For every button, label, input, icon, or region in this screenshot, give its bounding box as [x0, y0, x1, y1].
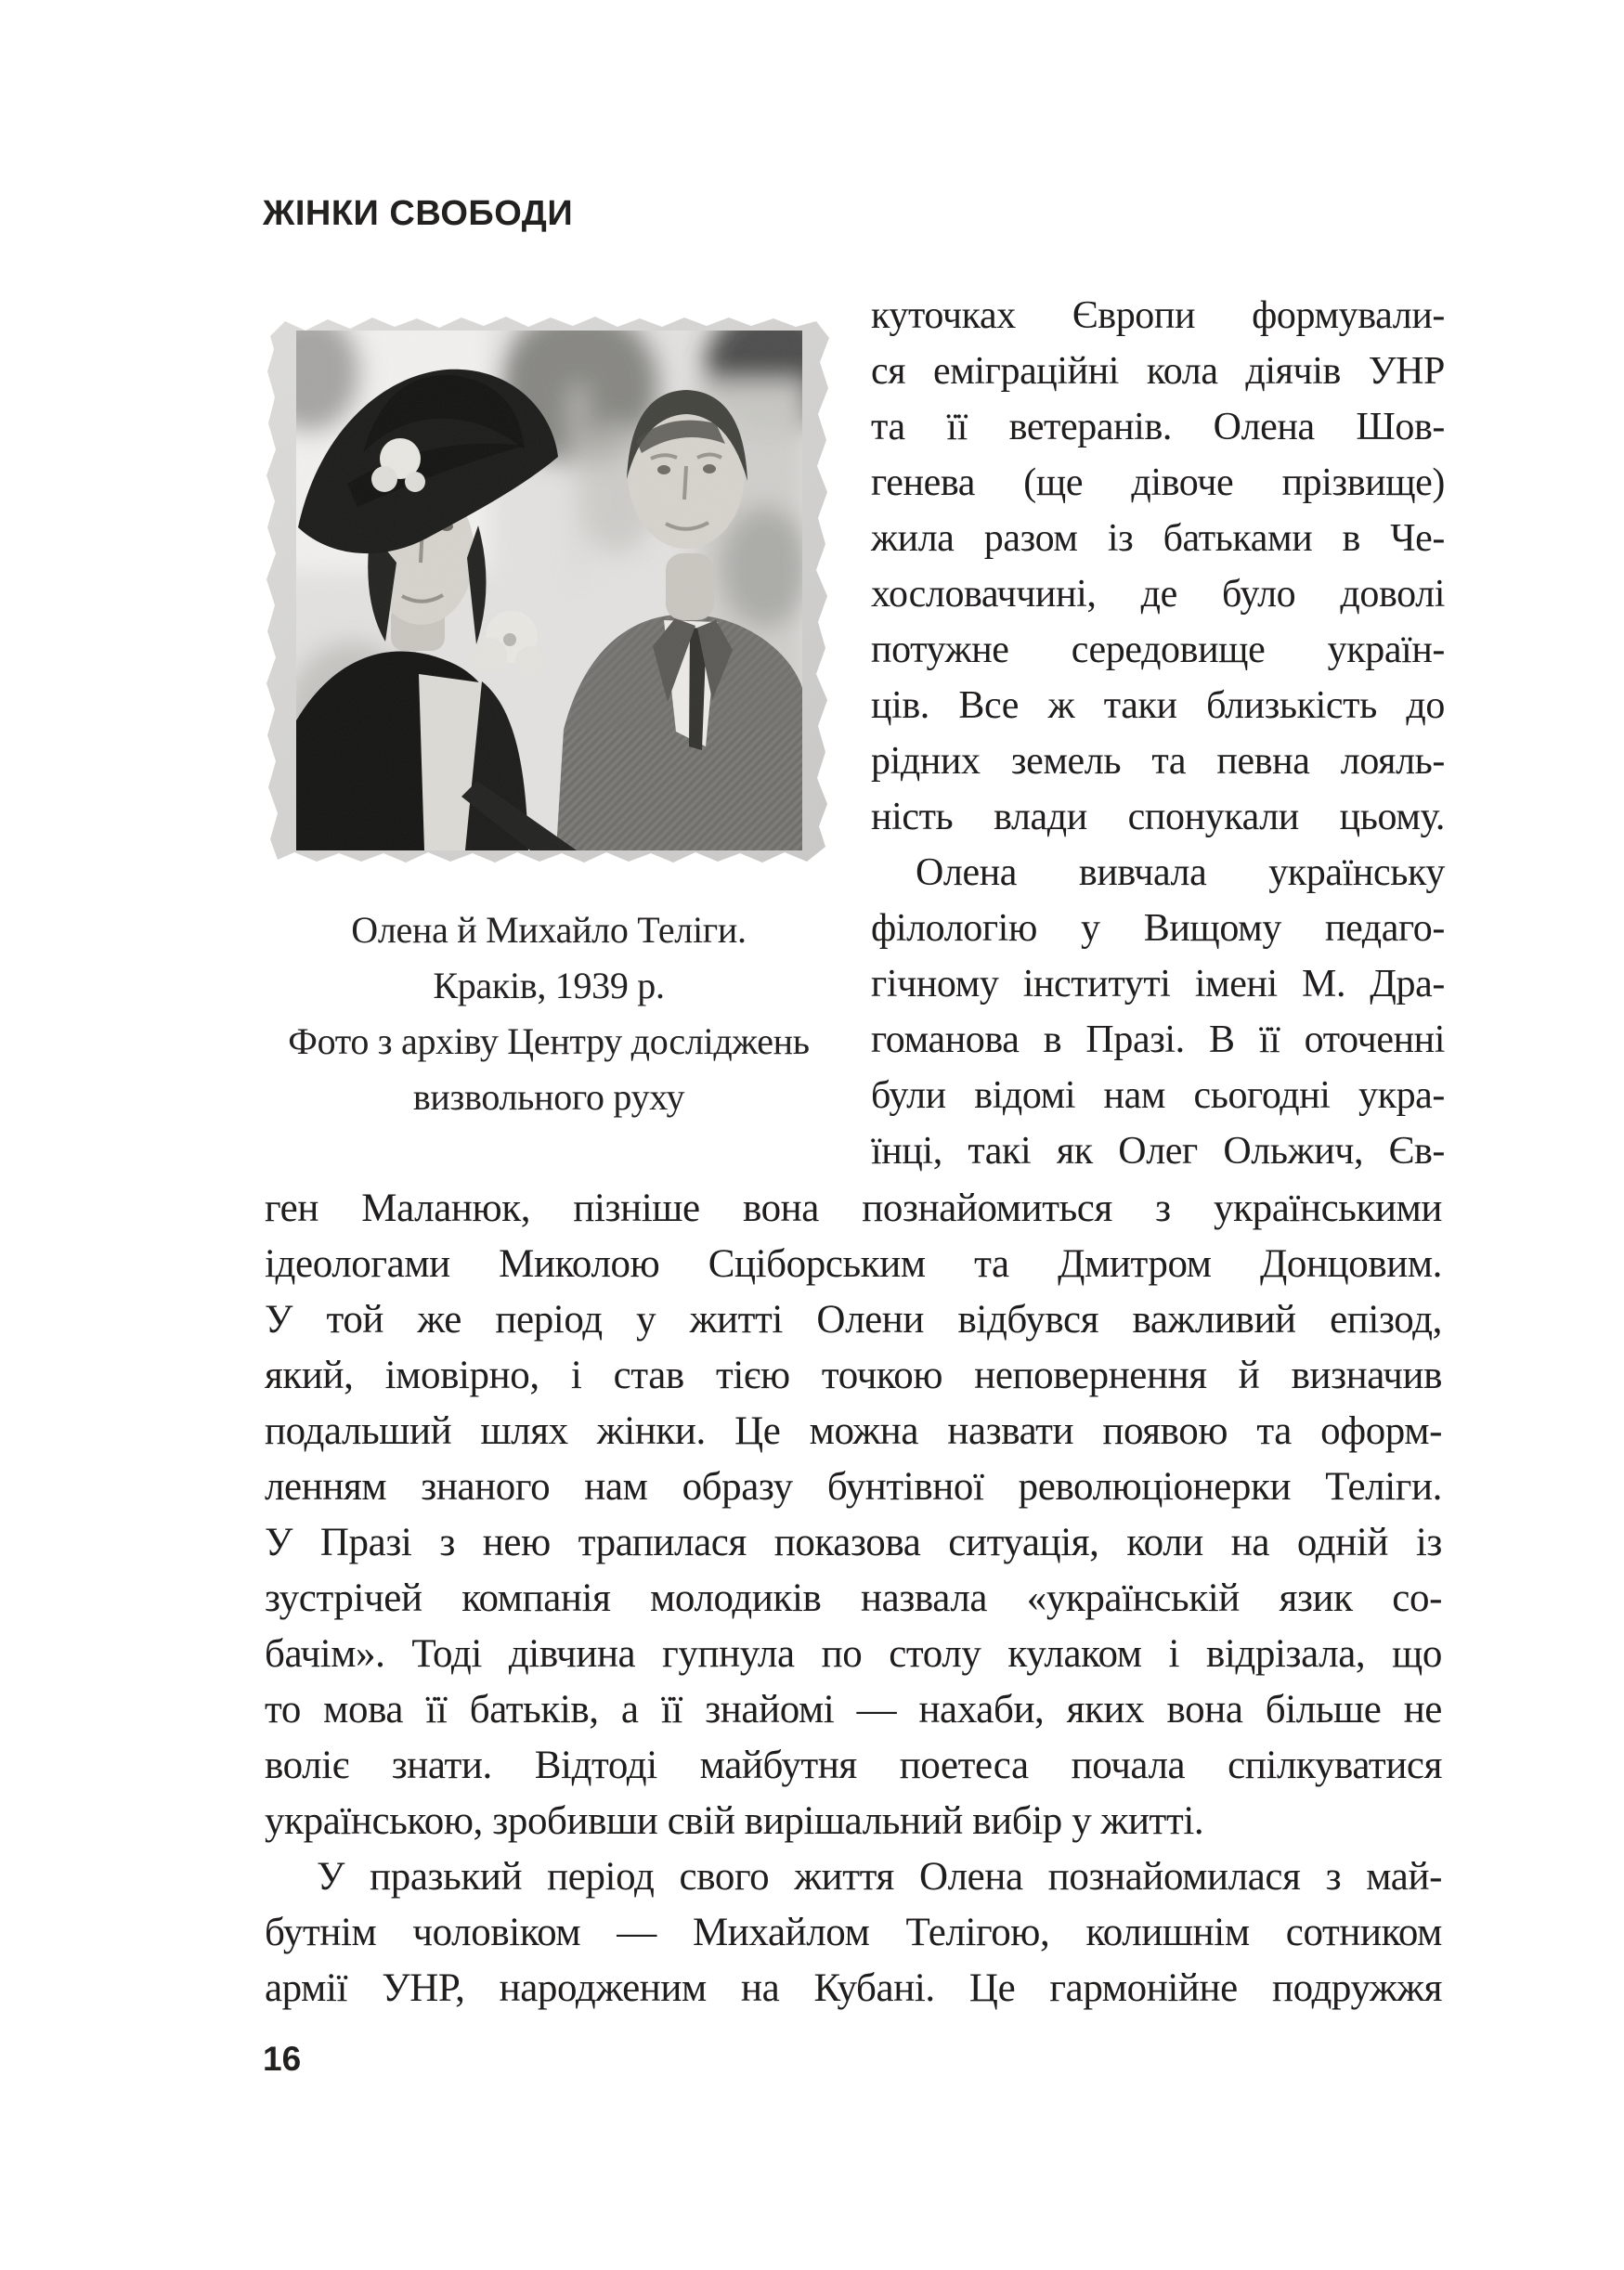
- text-line: ген Маланюк, пізніше вона познайомиться з українськими: [265, 1187, 1442, 1230]
- film-grain-overlay: [296, 331, 802, 850]
- text-line: були відомі нам сьогодні укра-: [871, 1074, 1445, 1117]
- vintage-photo-graphic: [263, 295, 835, 882]
- text-line: їнці, такі як Олег Ольжич, Єв-: [871, 1130, 1445, 1173]
- text-line: армії УНР, народженим на Кубані. Це гармонійне подружжя: [265, 1966, 1442, 2010]
- caption-line: Краків, 1939 р.: [433, 965, 665, 1006]
- text-line: бутнім чоловіком — Михайлом Телігою, колишнім сотником: [265, 1911, 1442, 1954]
- text-line: ність влади спонукали цьому.: [871, 796, 1445, 838]
- text-line: то мова її батьків, а її знайомі — нахаби, яких вона більше не: [265, 1688, 1442, 1732]
- text-line: який, імовірно, і став тією точкою неповернення й визначив: [265, 1354, 1442, 1397]
- text-line: ідеологами Миколою Сціборським та Дмитром Донцовим.: [265, 1242, 1442, 1286]
- caption-line: визвольного руху: [412, 1076, 685, 1118]
- text-line: хословаччині, де було доволі: [871, 573, 1445, 616]
- body-text: [265, 1181, 1442, 2017]
- text-line: ців. Все ж таки близькість до: [871, 684, 1445, 727]
- text-line: У празький період свого життя Олена познайомилася з май-: [317, 1855, 1442, 1899]
- photo-scene: [263, 303, 835, 855]
- text-line: У той же період у житті Олени відбувся важливий епізод,: [265, 1298, 1442, 1342]
- photo-caption: [263, 902, 835, 1125]
- text-line: генева (ще дівоче прізвище): [871, 461, 1445, 504]
- text-line: зустрічей компанія молодиків назвала «українській язик со-: [265, 1576, 1442, 1620]
- caption-line: Фото з архіву Центру досліджень: [288, 1020, 810, 1062]
- text-line: українською, зробивши свій вирішальний вибір у житті.: [265, 1799, 1204, 1843]
- text-line: подальший шлях жінки. Це можна назвати появою та оформ-: [265, 1409, 1442, 1453]
- text-line: гічному інституті імені М. Дра-: [871, 963, 1445, 1005]
- text-line: та її ветеранів. Олена Шов-: [871, 406, 1445, 448]
- text-line: ся еміграційні кола діячів УНР: [871, 350, 1445, 393]
- text-line: воліє знати. Відтоді майбутня поетеса почала спілкуватися: [265, 1744, 1442, 1787]
- caption-line: Олена й Михайло Теліги.: [351, 909, 747, 951]
- photo-olena-mykhailo-teliha: [263, 295, 835, 882]
- text-line: ленням знаного нам образу бунтівної революціонерки Теліги.: [265, 1465, 1442, 1509]
- text-line: філологію у Вищому педаго-: [871, 907, 1445, 950]
- text-line: Олена вивчала українську: [916, 851, 1445, 894]
- right-text-column: [871, 288, 1445, 1179]
- text-line: потужне середовище україн-: [871, 629, 1445, 671]
- text-line: куточках Європи формували-: [871, 294, 1445, 337]
- text-line: гоманова в Празі. В її оточенні: [871, 1018, 1445, 1061]
- text-line: жила разом із батьками в Че-: [871, 517, 1445, 560]
- text-line: бачім». Тоді дівчина гупнула по столу кулаком і відрізала, що: [265, 1632, 1442, 1676]
- page-number: 16: [263, 2040, 302, 2078]
- text-line: рідних земель та певна лояль-: [871, 740, 1445, 783]
- chapter-header: ЖІНКИ СВОБОДИ: [263, 194, 574, 233]
- text-line: У Празі з нею трапилася показова ситуація, коли на одній із: [265, 1521, 1442, 1564]
